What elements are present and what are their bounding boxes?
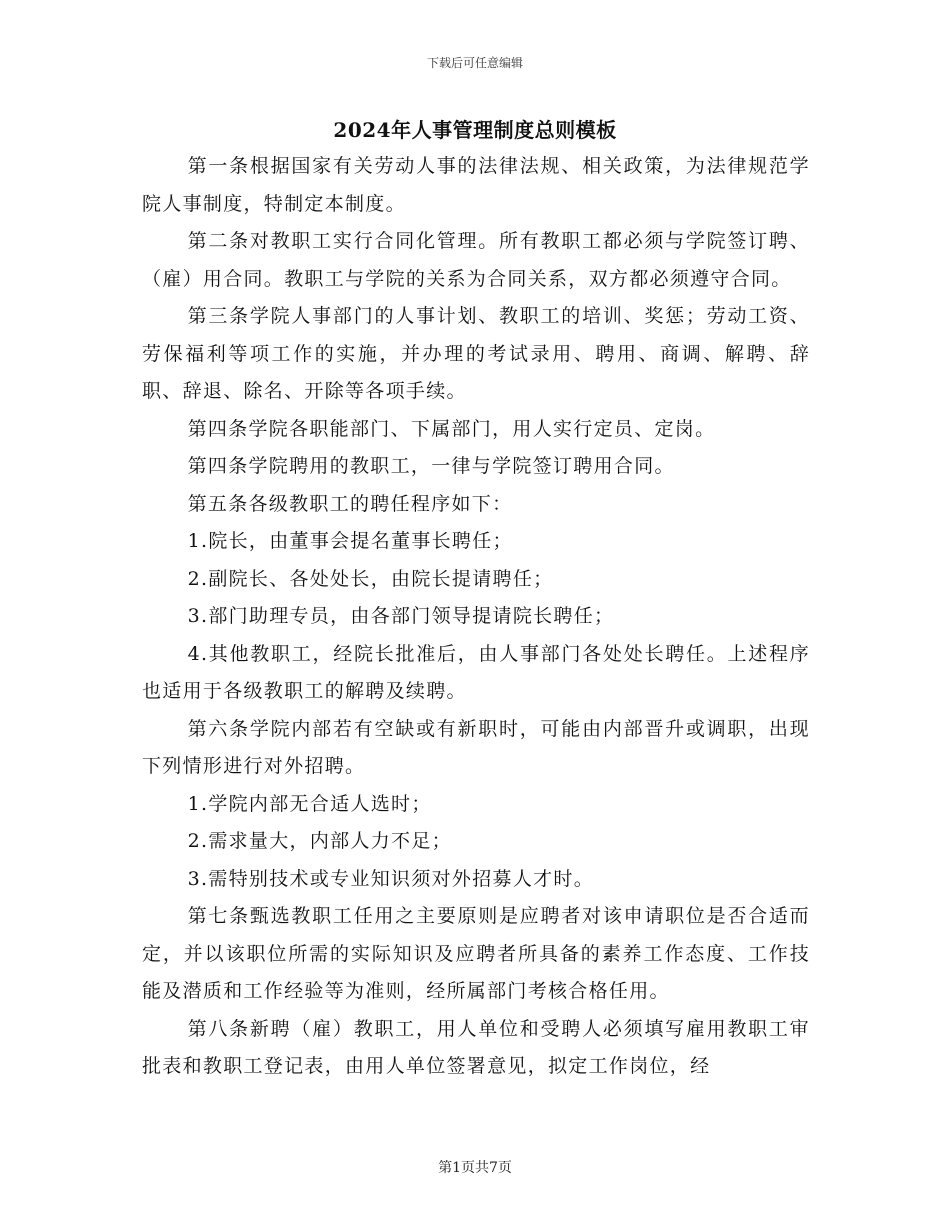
paragraph: 第三条学院人事部门的人事计划、教职工的培训、奖惩；劳动工资、劳保福利等项工作的实施，并办理的考试录用、聘用、商调、解聘、辞职、辞退、除名、开除等各项手续。 xyxy=(142,305,810,402)
list-item: 3.需特别技术或专业知识须对外招募人才时。 xyxy=(187,867,595,890)
document-body xyxy=(142,148,810,1086)
page-header: 下载后可任意编辑 xyxy=(426,56,523,70)
list-item: 3.部门助理专员，由各部门领导提请院长聘任； xyxy=(187,605,615,627)
list-item: 1.学院内部无合适人选时； xyxy=(187,792,432,815)
list-item: 2.副院长、各处处长，由院长提请聘任； xyxy=(187,567,554,590)
paragraph: 第四条学院聘用的教职工，一律与学院签订聘用合同。 xyxy=(187,455,675,477)
paragraph: 第二条对教职工实行合同化管理。所有教职工都必须与学院签订聘、（雇）用合同。教职工与学院的关系为合同关系，双方都必须遵守合同。 xyxy=(142,230,810,290)
paragraph: 第五条各级教职工的聘任程序如下： xyxy=(187,492,513,515)
paragraph: 第七条甄选教职工任用之主要原则是应聘者对该申请职位是否合适而定，并以该职位所需的实际知识及应聘者所具备的素养工作态度、工作技能及潜质和工作经验等为准则，经所属部门考核合格任用。 xyxy=(142,905,810,1002)
paragraph: 第一条根据国家有关劳动人事的法律法规、相关政策，为法律规范学院人事制度，特制定本制度。 xyxy=(142,155,810,215)
list-item: 1.院长，由董事会提名董事长聘任； xyxy=(187,530,513,552)
page-number: 第1页共7页 xyxy=(438,1160,512,1176)
document-title: 2024年人事管理制度总则模板 xyxy=(333,118,617,142)
list-item: 2.需求量大，内部人力不足； xyxy=(187,830,452,852)
paragraph: 第八条新聘（雇）教职工，用人单位和受聘人必须填写雇用教职工审批表和教职工登记表，由用人单位签署意见，拟定工作岗位，经 xyxy=(142,1017,810,1077)
paragraph: 第六条学院内部若有空缺或有新职时，可能由内部晋升或调职，出现下列情形进行对外招聘。 xyxy=(142,717,810,777)
list-item: 4.其他教职工，经院长批准后，由人事部门各处处长聘任。上述程序也适用于各级教职工的解聘及续聘。 xyxy=(142,642,810,702)
paragraph: 第四条学院各职能部门、下属部门，用人实行定员、定岗。 xyxy=(187,417,716,440)
